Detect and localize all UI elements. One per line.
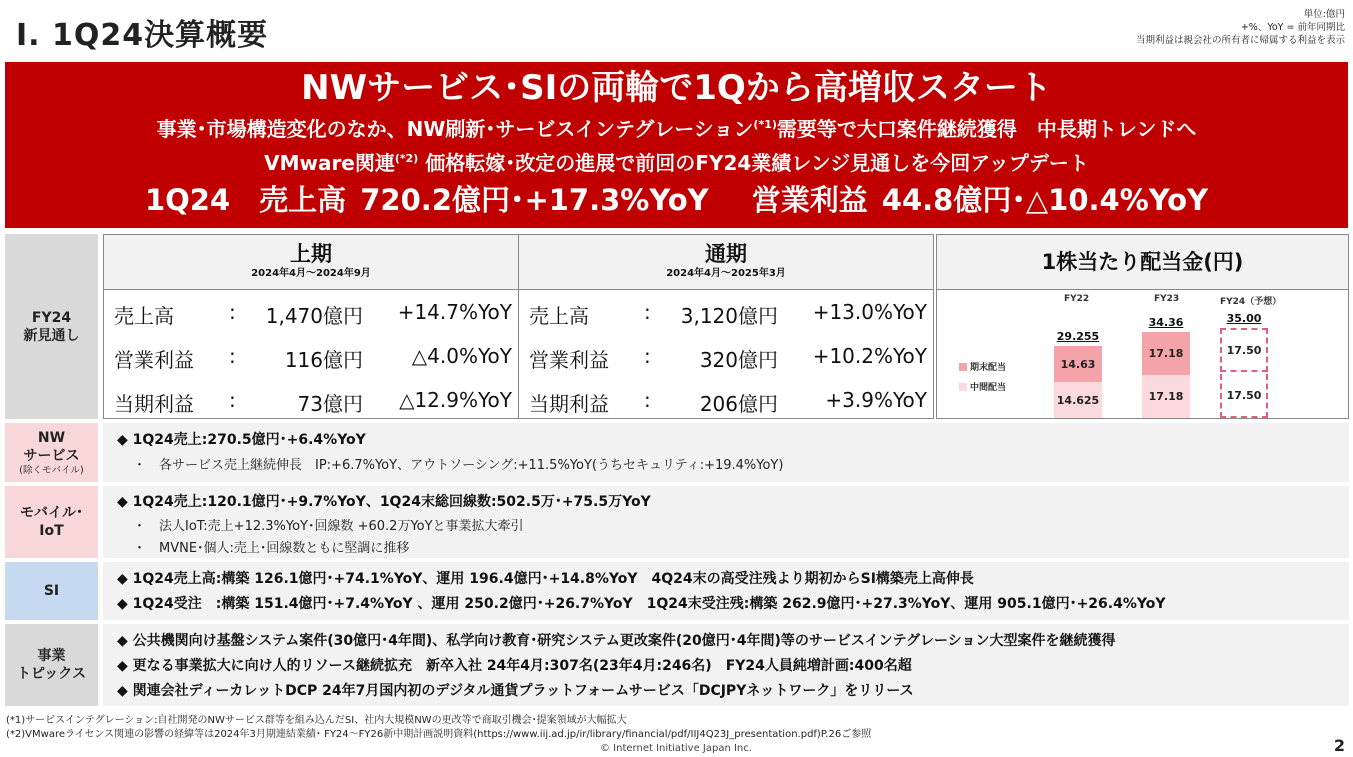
dividend-bar-interim: 17.18 — [1142, 375, 1190, 418]
dividend-bar-year-end: 17.18 — [1142, 332, 1190, 375]
yoy-note: +%、YoY = 前年同期比 — [1240, 22, 1345, 33]
mobile-sub-2: ・ MVNE･個人:売上･回線数ともに堅調に推移 — [133, 541, 410, 556]
headline-results: 1Q24 売上高 720.2億円･+17.3%YoY 営業利益 44.8億円･△10.4%YoY — [144, 183, 1209, 217]
fy24-label: FY24 新見通し — [5, 234, 98, 419]
dividend-year-label: FY22 — [1064, 294, 1090, 304]
mobile-bullet-1: ◆ 1Q24売上:120.1億円･+9.7%YoY、1Q24末総回線数:502.5万･+75.5万YoY — [117, 494, 651, 510]
unit-notes — [1136, 8, 1345, 47]
first-half-period: 2024年4月～2024年9月 — [251, 268, 371, 279]
profit-note: 当期利益は親会社の所有者に帰属する利益を表示 — [1135, 35, 1345, 46]
full-year-title: 通期 — [705, 242, 747, 266]
unit-note: 単位:億円 — [1303, 9, 1345, 20]
dividend-bar-year-end-forecast: 17.50 — [1220, 328, 1268, 372]
dividend-year-label: FY24（予想） — [1220, 297, 1282, 307]
dividend-total: 35.00 — [1226, 312, 1262, 325]
topics-bullet-3: ◆ 関連会社ディーカレットDCP 24年7月国内初のデジタル通貨プラットフォームサービス「DCJPYネットワーク」をリリース — [117, 683, 914, 699]
headline-main: NWサービス･SIの両輪で1Qから高増収スタート — [301, 68, 1052, 108]
mobile-iot-label: モバイル･ IoT — [5, 486, 98, 558]
dividend-panel — [936, 234, 1349, 419]
si-label: SI — [5, 562, 98, 620]
footnote-1: (*1)サービスインテグレーション:自社開発のNWサービス群等を組み込んだSI、社内大規模NWの更改等で商取引機会･提案領域が大幅拡大 — [6, 715, 627, 726]
legend-swatch-year-end — [959, 363, 967, 371]
topics-section — [103, 624, 1349, 706]
legend-year-end: 期末配当 — [959, 360, 1006, 373]
dividend-title: 1株当たり配当金(円) — [937, 235, 1348, 290]
si-section — [103, 562, 1349, 620]
table-row: 売上高 : 1,470億円 +14.7%YoY — [114, 300, 512, 328]
table-row: 売上高 : 3,120億円 +13.0%YoY — [529, 300, 927, 328]
table-row: 当期利益 : 206億円 +3.9%YoY — [529, 388, 927, 416]
dividend-total: 34.36 — [1148, 316, 1184, 329]
table-row: 当期利益 : 73億円 △12.9%YoY — [114, 388, 512, 416]
headline-banner — [5, 62, 1348, 228]
first-half-column — [104, 235, 519, 418]
fy24-forecast-table — [103, 234, 934, 419]
nw-bullet-1: ◆ 1Q24売上:270.5億円･+6.4%YoY — [117, 432, 366, 448]
first-half-title: 上期 — [290, 242, 332, 266]
nw-sub-1: ・ 各サービス売上継続伸長 IP:+6.7%YoY、アウトソーシング:+11.5%YoY(うちセキュリティ:+19.4%YoY) — [133, 458, 784, 473]
copyright: © Internet Initiative Japan Inc. — [600, 743, 752, 754]
dividend-bar-interim-forecast: 17.50 — [1220, 374, 1268, 418]
mobile-sub-1: ・ 法人IoT:売上+12.3%YoY･回線数 +60.2万YoYと事業拡大牽引 — [133, 519, 524, 534]
dividend-total: 29.255 — [1056, 330, 1100, 343]
dividend-bar-interim: 14.625 — [1054, 382, 1102, 418]
mobile-iot-section — [103, 486, 1349, 558]
topics-bullet-1: ◆ 公共機関向け基盤システム案件(30億円･4年間)、私学向け教育･研究システム更改案件(20億円･4年間)等のサービスインテグレーション大型案件を継続獲得 — [117, 633, 1116, 649]
nw-service-label: NW サービス (除くモバイル) — [5, 423, 98, 482]
legend-swatch-interim — [959, 383, 967, 391]
table-row: 営業利益 : 116億円 △4.0%YoY — [114, 344, 512, 372]
page-title: Ⅰ. 1Q24決算概要 — [16, 18, 269, 53]
dividend-bar-year-end: 14.63 — [1054, 346, 1102, 382]
si-bullet-2: ◆ 1Q24受注 :構築 151.4億円･+7.4%YoY 、運用 250.2億円･+26.7%YoY 1Q24末受注残:構築 262.9億円･+27.3%YoY、運用 905.1億円･+26.4%YoY — [117, 596, 1166, 612]
dividend-year-label: FY23 — [1154, 294, 1180, 304]
nw-service-section — [103, 423, 1349, 482]
full-year-column — [519, 235, 933, 418]
headline-sub2: VMware関連$^{(*2)}$ 価格転嫁･改定の進展で前回のFY24業績レンジ見通しを今回アップデート — [264, 151, 1089, 175]
topics-bullet-2: ◆ 更なる事業拡大に向け人的リソース継続拡充 新卒入社 24年4月:307名(23年4月:246名) FY24人員純増計画:400名超 — [117, 658, 912, 674]
si-bullet-1: ◆ 1Q24売上高:構築 126.1億円･+74.1%YoY、運用 196.4億円･+14.8%YoY 4Q24末の高受注残より期初からSI構築売上高伸長 — [117, 571, 974, 587]
topics-label: 事業 トピックス — [5, 624, 98, 706]
table-row: 営業利益 : 320億円 +10.2%YoY — [529, 344, 927, 372]
footnote-2: (*2)VMwareライセンス関連の影響の経緯等は2024年3月期連結業績･ FY24～FY26新中期計画説明資料(https://www.iij.ad.jp/ir/library/financial/pdf/IIJ4Q23J_presentation.pdf)P.26ご参照 — [6, 729, 872, 740]
legend-interim: 中間配当 — [959, 380, 1006, 393]
headline-sub1: 事業･市場構造変化のなか、NW刷新･サービスインテグレーション$^{(*1)}$需要等で大口案件継続獲得 中長期トレンドへ — [156, 117, 1197, 141]
full-year-period: 2024年4月～2025年3月 — [666, 268, 786, 279]
page-number: 2 — [1333, 736, 1345, 755]
